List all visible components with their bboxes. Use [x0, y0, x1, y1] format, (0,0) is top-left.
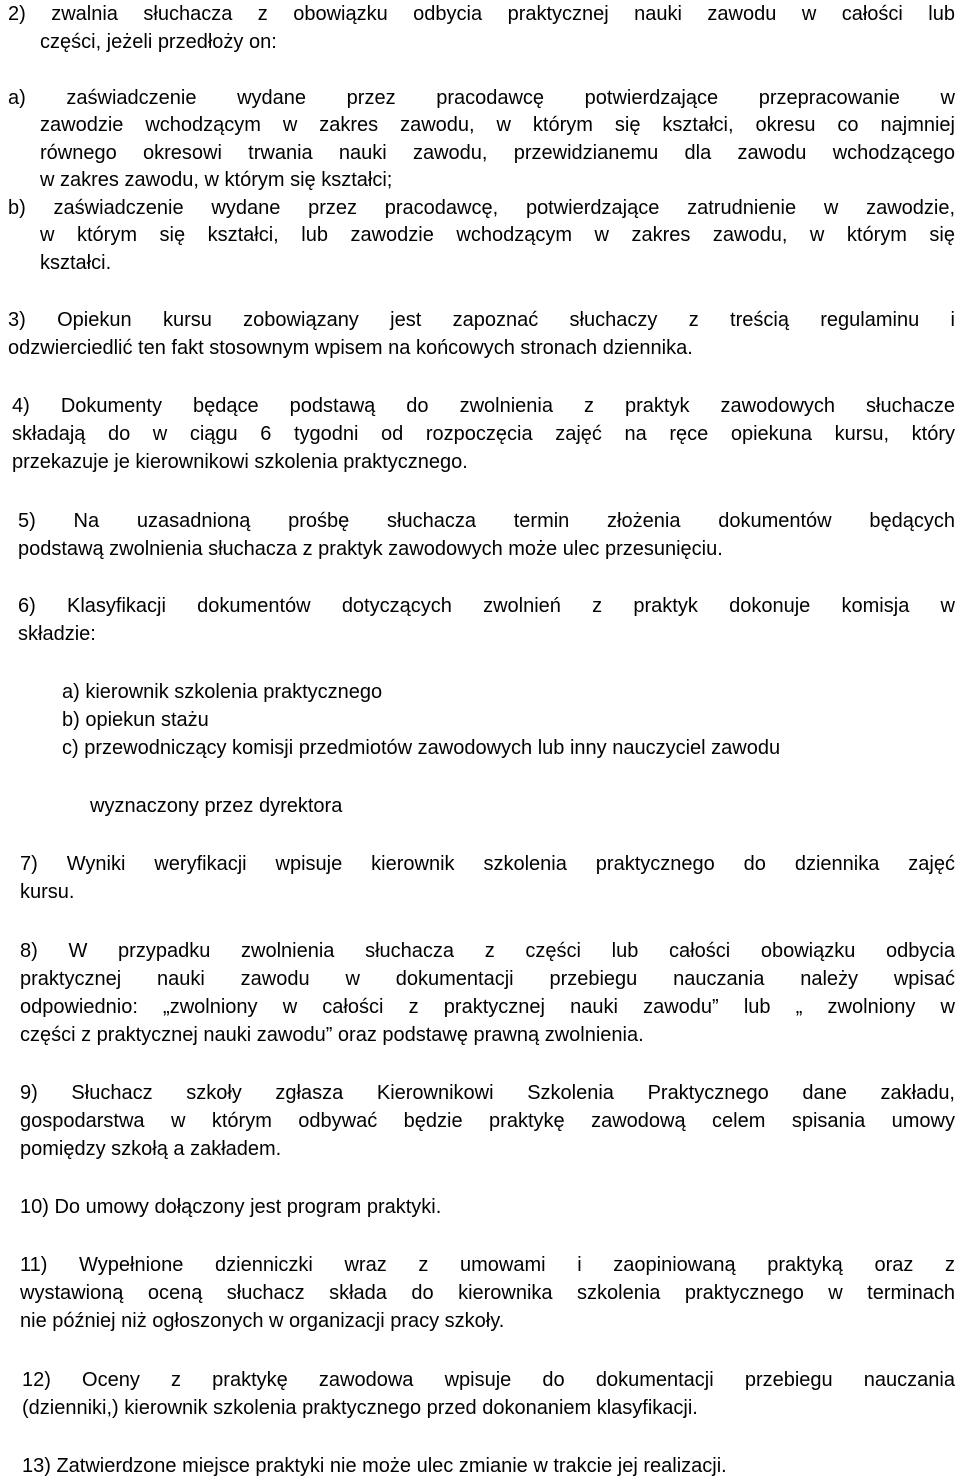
paragraph-7-line-2: kursu. — [20, 881, 75, 903]
paragraph-4-line-1: 4) Dokumenty będące podstawą do zwolnienia z praktyk zawodowych słuchacze — [12, 395, 955, 417]
paragraph-8-line-4: części z praktycznej nauki zawodu” oraz podstawę prawną zwolnienia. — [20, 1024, 644, 1046]
paragraph-8-line-1: 8) W przypadku zwolnienia słuchacza z części lub całości obowiązku odbycia — [20, 940, 955, 962]
paragraph-12-line-1: 12) Oceny z praktykę zawodowa wpisuje do dokumentacji przebiegu nauczania — [22, 1369, 955, 1391]
committee-item-c-continuation: wyznaczony przez dyrektora — [90, 795, 343, 817]
paragraph-11-line-1: 11) Wypełnione dzienniczki wraz z umowami i zaopiniowaną praktyką oraz z — [20, 1254, 955, 1276]
paragraph-9-line-1: 9) Słuchacz szkoły zgłasza Kierownikowi Szkolenia Praktycznego dane zakładu, — [20, 1082, 955, 1104]
paragraph-6-line-1: 6) Klasyfikacji dokumentów dotyczących zwolnień z praktyk dokonuje komisja w — [18, 595, 955, 617]
paragraph-4-line-2: składają do w ciągu 6 tygodni od rozpoczęcia zajęć na ręce opiekuna kursu, który — [12, 423, 955, 445]
committee-item-c: c) przewodniczący komisji przedmiotów zawodowych lub inny nauczyciel zawodu — [62, 737, 781, 759]
item-2a-line-3: równego okresowi trwania nauki zawodu, przewidzianemu dla zawodu wchodzącego — [40, 142, 955, 164]
item-2a-line-1: a) zaświadczenie wydane przez pracodawcę potwierdzające przepracowanie w — [8, 87, 955, 109]
paragraph-4-line-3: przekazuje je kierownikowi szkolenia praktycznego. — [12, 451, 468, 473]
item-2b-line-3: kształci. — [40, 252, 112, 274]
committee-item-a: a) kierownik szkolenia praktycznego — [62, 681, 383, 703]
item-2b-line-2: w którym się kształci, lub zawodzie wchodzącym w zakres zawodu, w którym się — [40, 224, 955, 246]
paragraph-8-line-3: odpowiednio: „zwolniony w całości z praktycznej nauki zawodu” lub „ zwolniony w — [20, 996, 955, 1018]
paragraph-3-line-2: odzwierciedlić ten fakt stosownym wpisem na końcowych stronach dziennika. — [8, 337, 693, 359]
item-2a-line-4: w zakres zawodu, w którym się kształci; — [40, 169, 393, 191]
paragraph-9-line-2: gospodarstwa w którym odbywać będzie praktykę zawodową celem spisania umowy — [20, 1110, 955, 1132]
paragraph-3-line-1: 3) Opiekun kursu zobowiązany jest zapoznać słuchaczy z treścią regulaminu i — [8, 309, 955, 331]
paragraph-2-line-2: części, jeżeli przedłoży on: — [40, 31, 277, 53]
paragraph-12-line-2: (dzienniki,) kierownik szkolenia praktycznego przed dokonaniem klasyfikacji. — [22, 1397, 698, 1419]
paragraph-5-line-1: 5) Na uzasadnioną prośbę słuchacza termin złożenia dokumentów będących — [18, 510, 955, 532]
item-2a-line-2: zawodzie wchodzącym w zakres zawodu, w którym się kształci, okresu co najmniej — [40, 114, 955, 136]
paragraph-9-line-3: pomiędzy szkołą a zakładem. — [20, 1138, 282, 1160]
paragraph-11-line-2: wystawioną oceną słuchacz składa do kierownika szkolenia praktycznego w terminach — [20, 1282, 955, 1304]
paragraph-7-line-1: 7) Wyniki weryfikacji wpisuje kierownik szkolenia praktycznego do dziennika zajęć — [20, 853, 955, 875]
committee-item-b: b) opiekun stażu — [62, 709, 209, 731]
paragraph-2-line-1: 2) zwalnia słuchacza z obowiązku odbycia praktycznej nauki zawodu w całości lub — [8, 3, 955, 25]
paragraph-5-line-2: podstawą zwolnienia słuchacza z praktyk zawodowych może ulec przesunięciu. — [18, 538, 723, 560]
paragraph-6-line-2: składzie: — [18, 623, 96, 645]
paragraph-13-line-1: 13) Zatwierdzone miejsce praktyki nie może ulec zmianie w trakcie jej realizacji. — [22, 1455, 727, 1477]
item-2b-line-1: b) zaświadczenie wydane przez pracodawcę, potwierdzające zatrudnienie w zawodzie, — [8, 197, 955, 219]
paragraph-8-line-2: praktycznej nauki zawodu w dokumentacji przebiegu nauczania należy wpisać — [20, 968, 955, 990]
paragraph-11-line-3: nie później niż ogłoszonych w organizacji pracy szkoły. — [20, 1310, 505, 1332]
paragraph-10-line-1: 10) Do umowy dołączony jest program praktyki. — [20, 1196, 442, 1218]
